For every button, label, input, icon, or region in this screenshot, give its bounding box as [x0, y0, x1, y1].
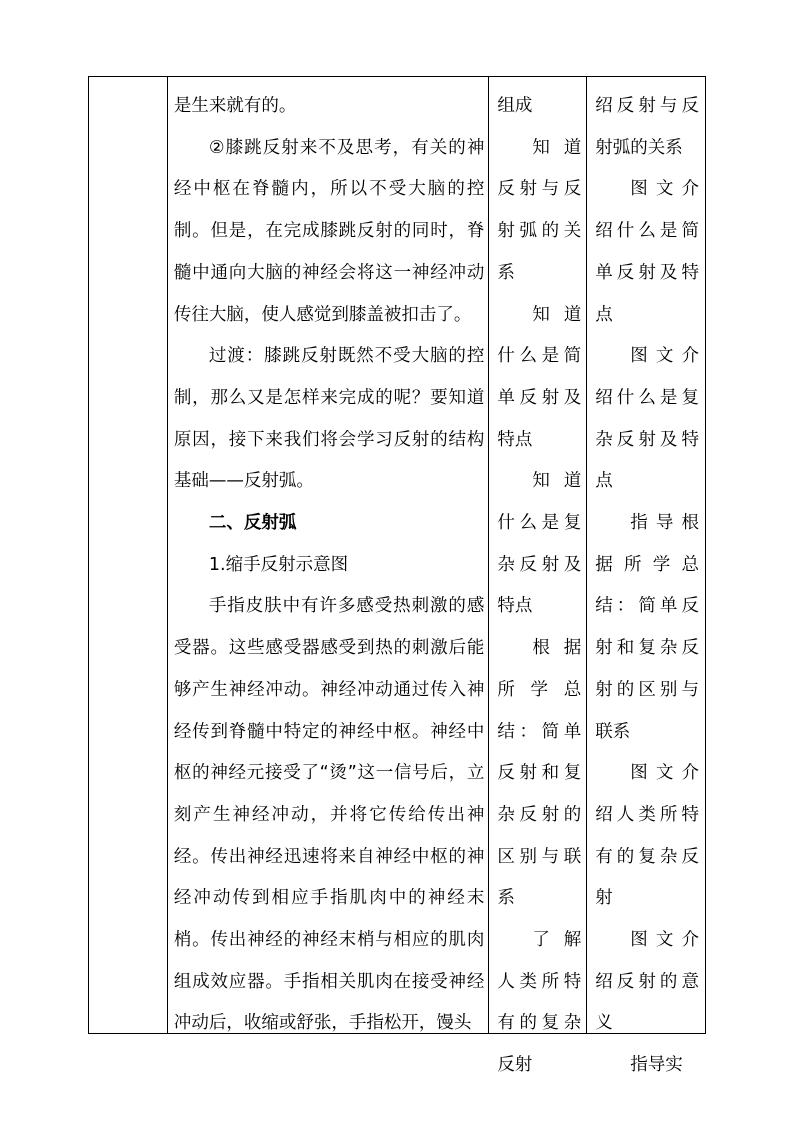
student-paragraph-4: 知道什么是复杂反射及特点 — [497, 471, 582, 617]
intent-paragraph-1: 绍反射与反射弧的关系 — [595, 96, 700, 158]
student-paragraph-3: 知道什么是简单反射及特点 — [497, 304, 582, 450]
content-paragraph-1: 是生来就有的。 — [173, 96, 297, 116]
design-intent-text — [595, 86, 699, 1087]
content-subheading-diagram: 1.缩手反射示意图 — [208, 554, 349, 575]
student-paragraph-6: 了解人类所特有的复杂反射 — [497, 930, 582, 1076]
intent-paragraph-2: 图文介绍什么是简单反射及特点 — [595, 179, 700, 325]
student-activity-column — [489, 77, 587, 1076]
intent-paragraph-7: 指导实 — [630, 1055, 683, 1076]
intent-paragraph-6: 图文介绍反射的意义 — [595, 930, 700, 1034]
content-paragraph-3: 过渡：膝跳反射既然不受大脑的控制，那么又是怎样来完成的呢？要知道原因，接下来我们将会学习反射的结构基础——反射弧。 — [173, 346, 485, 492]
intent-paragraph-3: 图文介绍什么是复杂反射及特点 — [595, 346, 700, 492]
stage-column — [89, 77, 168, 1033]
content-paragraph-2: ②膝跳反射来不及思考，有关的神经中枢在脊髓内，所以不受大脑的控制。但是，在完成膝跳反射的同时，脊髓中通向大脑的神经会将这一神经冲动传往大脑，使人感觉到膝盖被扣击了。 — [173, 137, 485, 325]
teaching-content-column — [168, 77, 489, 1033]
student-activity-text — [497, 86, 581, 1087]
section-heading-reflex-arc: 二、反射弧 — [208, 513, 297, 534]
student-paragraph-1: 组成 — [497, 96, 533, 116]
student-paragraph-5: 根据所学总结：简单反射和复杂反射的区别与联系 — [497, 638, 582, 909]
design-intent-column — [587, 77, 705, 1076]
intent-paragraph-4: 指导根据所学总结：简单反射和复杂反射的区别与联系 — [595, 513, 700, 742]
student-paragraph-2: 知道反射与反射弧的关系 — [497, 137, 582, 283]
content-paragraph-6: 手指皮肤中有许多感受热刺激的感受器。这些感受器感受到热的刺激后能够产生神经冲动。神经冲动通过传入神经传到脊髓中特定的神经中枢。神经中枢的神经元接受了“烫”这一信号后，立刻产生神经冲动，并将它传给传出神经。传出神经迅速将来自神经中枢的神经冲动传到相应手指肌肉中的神经末梢。传出神经的神经末梢与相应的肌肉组成效应器。手指相关肌肉在接受神经冲动后，收缩或舒张，手指松开，馒头 — [173, 596, 485, 1034]
lesson-plan-table — [88, 76, 706, 1076]
intent-paragraph-5: 图文介绍人类所特有的复杂反射 — [595, 763, 700, 909]
teaching-content-text — [174, 86, 484, 1045]
